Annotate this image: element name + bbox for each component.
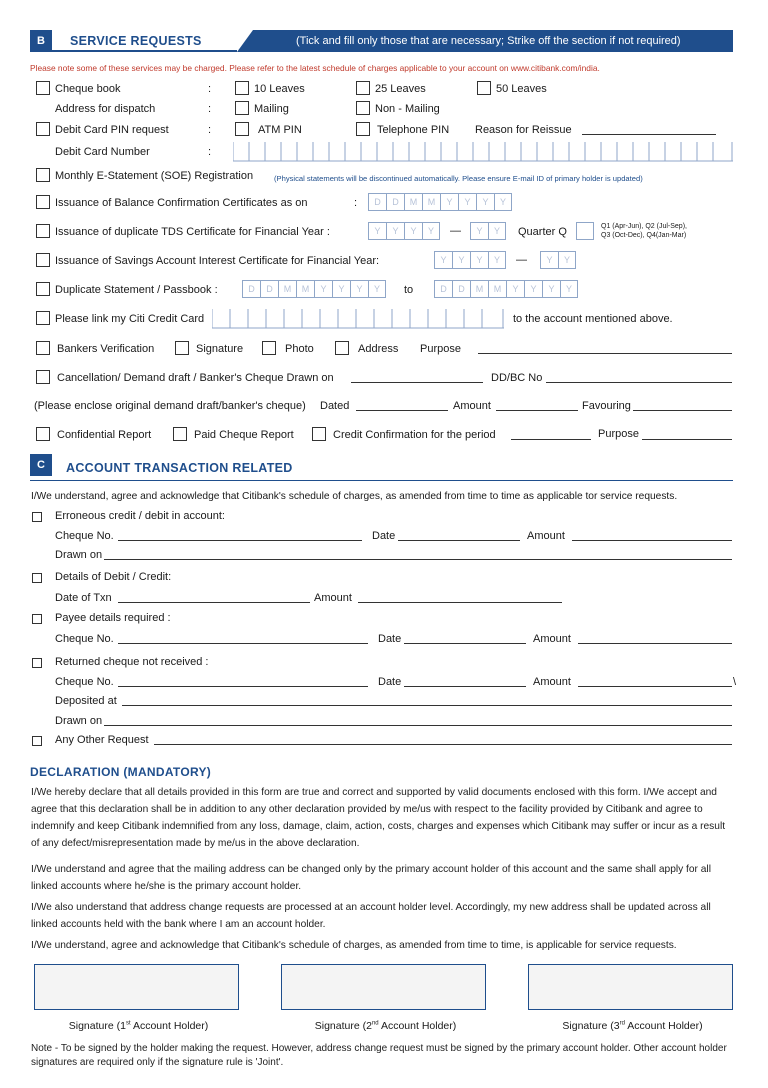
drawn-on-label: Drawn on (55, 549, 103, 561)
estatement-note: (Physical statements will be discontinued automatically. Please ensure E-mail ID of primary holder is updated) (274, 174, 643, 183)
savings-interest-label: Issuance of Savings Account Interest Certificate for Financial Year: (55, 255, 380, 267)
dash: — (516, 254, 527, 266)
digit-box: Y (368, 222, 386, 240)
mailing-label: Mailing (254, 103, 289, 115)
quarter-field[interactable] (576, 222, 594, 240)
caption-text: Signature (3 (562, 1020, 620, 1032)
drawn-on-field[interactable] (351, 382, 483, 383)
signature-caption-2 (283, 1020, 488, 1032)
payee-cheque-no-field[interactable] (118, 643, 368, 644)
txn-amount-field[interactable] (358, 602, 562, 603)
leaves-50-label: 50 Leaves (496, 83, 547, 95)
leaves-25-label: 25 Leaves (375, 83, 426, 95)
digit-box: D (260, 280, 278, 298)
balance-date-field[interactable] (368, 193, 512, 211)
stray-backslash: \ (733, 676, 737, 688)
amount-label: Amount (533, 633, 571, 645)
digit-box: Y (434, 251, 452, 269)
section-b-letter: B (30, 30, 52, 52)
digit-box: Y (332, 280, 350, 298)
any-other-checkbox[interactable] (32, 736, 42, 746)
purpose-field[interactable] (478, 353, 732, 354)
quarter-note-2: Q3 (Oct-Dec), Q4(Jan-Mar) (601, 232, 687, 239)
digit-box: Y (470, 251, 488, 269)
digit-box: Y (476, 193, 494, 211)
mailing-checkbox[interactable] (235, 101, 249, 115)
returned-cheque-label: Returned cheque not received : (55, 656, 209, 668)
debit-pin-checkbox[interactable] (36, 122, 50, 136)
colon: : (208, 146, 212, 158)
paid-cheque-report-label: Paid Cheque Report (194, 429, 294, 441)
caption-text: Signature (2 (314, 1020, 372, 1032)
returned-drawn-on-field[interactable] (104, 725, 732, 726)
digit-box: D (386, 193, 404, 211)
address-dispatch-label: Address for dispatch (55, 103, 156, 115)
debit-card-number-label: Debit Card Number (55, 146, 150, 158)
cheque-book-checkbox[interactable] (36, 81, 50, 95)
digit-box: D (242, 280, 260, 298)
tds-certificate-label: Issuance of duplicate TDS Certificate for Financial Year : (55, 226, 330, 238)
declaration-paragraph-1: I/We hereby declare that all details provided in this form are true and correct and supported by valid documents enclosed with this form. I/We accept and agree that this declaration shall be in addition to any other declaration provided by me/us with respect to the facility provided by Citibank and agree to indemnify and keep Citibank indemnified from any loss, damage, claim, action, costs, charges and expenses which Citibank may suffer or incur as a result of any defect/misrepresentation made by me/us in the above declaration. (31, 787, 726, 849)
drawn-on-field[interactable] (104, 559, 732, 560)
payee-details-checkbox[interactable] (32, 614, 42, 624)
charges-note: Please note some of these services may be charged. Please refer to the latest schedule of charges applicable to your account on www.citibank.com/india. (30, 63, 600, 73)
duplicate-statement-checkbox[interactable] (36, 282, 50, 296)
credit-confirmation-label: Credit Confirmation for the period (333, 429, 496, 441)
non-mailing-label: Non - Mailing (375, 103, 440, 115)
digit-box: M (470, 280, 488, 298)
reason-reissue-label: Reason for Reissue (475, 124, 572, 136)
digit-box: Y (404, 222, 422, 240)
enclose-note: (Please enclose original demand draft/banker's cheque) (34, 400, 306, 412)
tds-certificate-checkbox[interactable] (36, 224, 50, 238)
digit-box: Y (368, 280, 386, 298)
period-field[interactable] (511, 439, 591, 440)
favouring-label: Favouring (582, 400, 631, 412)
digit-box: Y (440, 193, 458, 211)
amount-field[interactable] (572, 540, 732, 541)
section-c-intro: I/We understand, agree and acknowledge that Citibank's schedule of charges, as amended from time to time as applicable tor service requests. (31, 491, 678, 502)
leaves-25-checkbox[interactable] (356, 81, 370, 95)
digit-box: Y (452, 251, 470, 269)
to-label: to (404, 284, 414, 296)
paid-cheque-report-checkbox[interactable] (173, 427, 187, 441)
statement-date-to[interactable] (434, 280, 578, 298)
date-label: Date (372, 530, 396, 542)
digit-box: M (488, 280, 506, 298)
debit-pin-label: Debit Card PIN request (55, 124, 169, 136)
signature-label: Signature (196, 343, 244, 355)
colon: : (208, 124, 212, 136)
dated-label: Dated (320, 400, 350, 412)
estatement-checkbox[interactable] (36, 168, 50, 182)
caption-text: Account Holder) (130, 1020, 209, 1032)
returned-amount-field[interactable] (578, 686, 732, 687)
digit-box: D (452, 280, 470, 298)
link-credit-card-checkbox[interactable] (36, 311, 50, 325)
tds-year-from[interactable] (368, 222, 440, 240)
address-label: Address (358, 343, 399, 355)
savings-year-from[interactable] (434, 251, 506, 269)
credit-confirmation-checkbox[interactable] (312, 427, 326, 441)
section-c-underline (30, 480, 733, 481)
digit-box: Y (314, 280, 332, 298)
section-b-instruction: (Tick and fill only those that are necessary; Strike off the section if not required) (296, 35, 681, 47)
credit-card-number-field[interactable] (212, 307, 504, 329)
colon: : (208, 83, 212, 95)
amount-label: Amount (314, 592, 352, 604)
returned-cheque-checkbox[interactable] (32, 658, 42, 668)
caption-text: Account Holder) (624, 1020, 703, 1032)
signature-caption-1 (36, 1020, 241, 1032)
erroneous-checkbox[interactable] (32, 512, 42, 522)
digit-box: Y (542, 280, 560, 298)
cancellation-label: Cancellation/ Demand draft / Banker's Cheque Drawn on (57, 372, 334, 384)
any-other-field[interactable] (154, 744, 732, 745)
amount-field[interactable] (496, 410, 578, 411)
leaves-10-checkbox[interactable] (235, 81, 249, 95)
section-c-letter: C (30, 454, 52, 476)
digit-box: Y (558, 251, 576, 269)
leaves-10-label: 10 Leaves (254, 83, 305, 95)
duplicate-statement-label: Duplicate Statement / Passbook : (55, 284, 218, 296)
amount-label: Amount (527, 530, 565, 542)
date-of-txn-field[interactable] (118, 602, 310, 603)
digit-box: D (434, 280, 452, 298)
digit-box: Y (506, 280, 524, 298)
estatement-label: Monthly E-Statement (SOE) Registration (55, 170, 254, 182)
to-account-label: to the account mentioned above. (513, 313, 673, 325)
payee-amount-field[interactable] (578, 643, 732, 644)
caption-sup: st (125, 1020, 131, 1027)
cancellation-checkbox[interactable] (36, 370, 50, 384)
details-debit-credit-label: Details of Debit / Credit: (55, 571, 172, 583)
date-of-txn-label: Date of Txn (55, 592, 112, 604)
digit-box: Y (458, 193, 476, 211)
signature-note: Note - To be signed by the holder making the request. However, address change request must be signed by the primary account holder. Other account holder signatures are required only if the signature rule is 'Joint'. (31, 1043, 727, 1068)
any-other-label: Any Other Request (55, 734, 149, 746)
atm-pin-checkbox[interactable] (235, 122, 249, 136)
declaration-paragraph-3: I/We also understand that address change requests are processed at an account holder level. Accordingly, my new address shall be updated across all linked accounts held with the bank where I am an account holder. (31, 902, 711, 930)
details-debit-credit-checkbox[interactable] (32, 573, 42, 583)
digit-box: Y (470, 222, 488, 240)
purpose-label: Purpose (420, 343, 461, 355)
debit-card-number-field[interactable] (233, 140, 733, 162)
returned-date-field[interactable] (404, 686, 526, 687)
caption-text: Account Holder) (378, 1020, 457, 1032)
reason-reissue-field[interactable] (582, 134, 716, 135)
digit-box: Y (488, 251, 506, 269)
caption-sup: nd (371, 1020, 379, 1027)
amount-label: Amount (453, 400, 491, 412)
digit-box: M (278, 280, 296, 298)
link-credit-card-label: Please link my Citi Credit Card (55, 313, 205, 325)
section-b-header (30, 30, 733, 52)
bankers-verification-checkbox[interactable] (36, 341, 50, 355)
amount-label: Amount (533, 676, 571, 688)
digit-box: Y (560, 280, 578, 298)
cheque-book-label: Cheque book (55, 83, 121, 95)
declaration-paragraph-2: I/We understand and agree that the mailing address can be changed only by the primary account holder of this account and the same shall apply for all linked accounts where he/she is the primary account holder. (31, 864, 711, 892)
caption-sup: rd (619, 1020, 625, 1027)
date-label: Date (378, 633, 402, 645)
signature-box-3[interactable] (528, 964, 733, 1010)
quarter-note-1: Q1 (Apr-Jun), Q2 (Jul-Sep), (601, 223, 687, 230)
drawn-on-label: Drawn on (55, 715, 103, 727)
signature-checkbox[interactable] (175, 341, 189, 355)
photo-checkbox[interactable] (262, 341, 276, 355)
digit-box: D (368, 193, 386, 211)
bankers-verification-label: Bankers Verification (57, 343, 155, 355)
payee-details-label: Payee details required : (55, 612, 171, 624)
signature-box-2[interactable] (281, 964, 486, 1010)
digit-box: Y (386, 222, 404, 240)
cheque-no-field[interactable] (118, 540, 362, 541)
atm-pin-label: ATM PIN (258, 124, 302, 136)
digit-box: M (296, 280, 314, 298)
cheque-no-label: Cheque No. (55, 530, 114, 542)
digit-box: Y (350, 280, 368, 298)
digit-box: Y (488, 222, 506, 240)
digit-box (576, 222, 594, 240)
quarter-label: Quarter Q (518, 226, 567, 238)
declaration-paragraph-4: I/We understand, agree and acknowledge that Citibank's schedule of charges, as amended from time to time, is applicable for service requests. (31, 940, 677, 951)
signature-caption-3 (530, 1020, 735, 1032)
digit-box: Y (524, 280, 542, 298)
non-mailing-checkbox[interactable] (356, 101, 370, 115)
purpose-field-2[interactable] (642, 439, 732, 440)
photo-label: Photo (285, 343, 314, 355)
section-b-title: SERVICE REQUESTS (70, 34, 202, 48)
cheque-no-label: Cheque No. (55, 633, 114, 645)
colon: : (354, 197, 358, 209)
section-c-title: ACCOUNT TRANSACTION RELATED (66, 461, 293, 475)
address-checkbox[interactable] (335, 341, 349, 355)
digit-box: Y (422, 222, 440, 240)
date-label: Date (378, 676, 402, 688)
balance-confirmation-label: Issuance of Balance Confirmation Certificates as on (55, 197, 308, 209)
deposited-at-field[interactable] (122, 705, 732, 706)
favouring-field[interactable] (633, 410, 732, 411)
declaration-title: DECLARATION (MANDATORY) (30, 765, 212, 779)
dated-field[interactable] (356, 410, 448, 411)
savings-year-to[interactable] (540, 251, 576, 269)
dd-bc-field[interactable] (546, 382, 732, 383)
deposited-at-label: Deposited at (55, 695, 117, 707)
confidential-report-label: Confidential Report (57, 429, 152, 441)
purpose-label-2: Purpose (598, 428, 639, 440)
caption-text: Signature (1 (68, 1020, 126, 1032)
colon: : (208, 103, 212, 115)
digit-box: M (422, 193, 440, 211)
erroneous-label: Erroneous credit / debit in account: (55, 510, 225, 522)
digit-box: M (404, 193, 422, 211)
tds-year-to[interactable] (470, 222, 506, 240)
dash: — (450, 225, 461, 237)
statement-date-from[interactable] (242, 280, 386, 298)
date-field[interactable] (398, 540, 520, 541)
telephone-pin-label: Telephone PIN (377, 124, 450, 136)
payee-date-field[interactable] (404, 643, 526, 644)
balance-confirmation-checkbox[interactable] (36, 195, 50, 209)
confidential-report-checkbox[interactable] (36, 427, 50, 441)
dd-bc-label: DD/BC No (491, 372, 543, 384)
leaves-50-checkbox[interactable] (477, 81, 491, 95)
cheque-no-label: Cheque No. (55, 676, 114, 688)
savings-interest-checkbox[interactable] (36, 253, 50, 267)
telephone-pin-checkbox[interactable] (356, 122, 370, 136)
signature-box-1[interactable] (34, 964, 239, 1010)
digit-box: Y (540, 251, 558, 269)
digit-box: Y (494, 193, 512, 211)
returned-cheque-no-field[interactable] (118, 686, 368, 687)
